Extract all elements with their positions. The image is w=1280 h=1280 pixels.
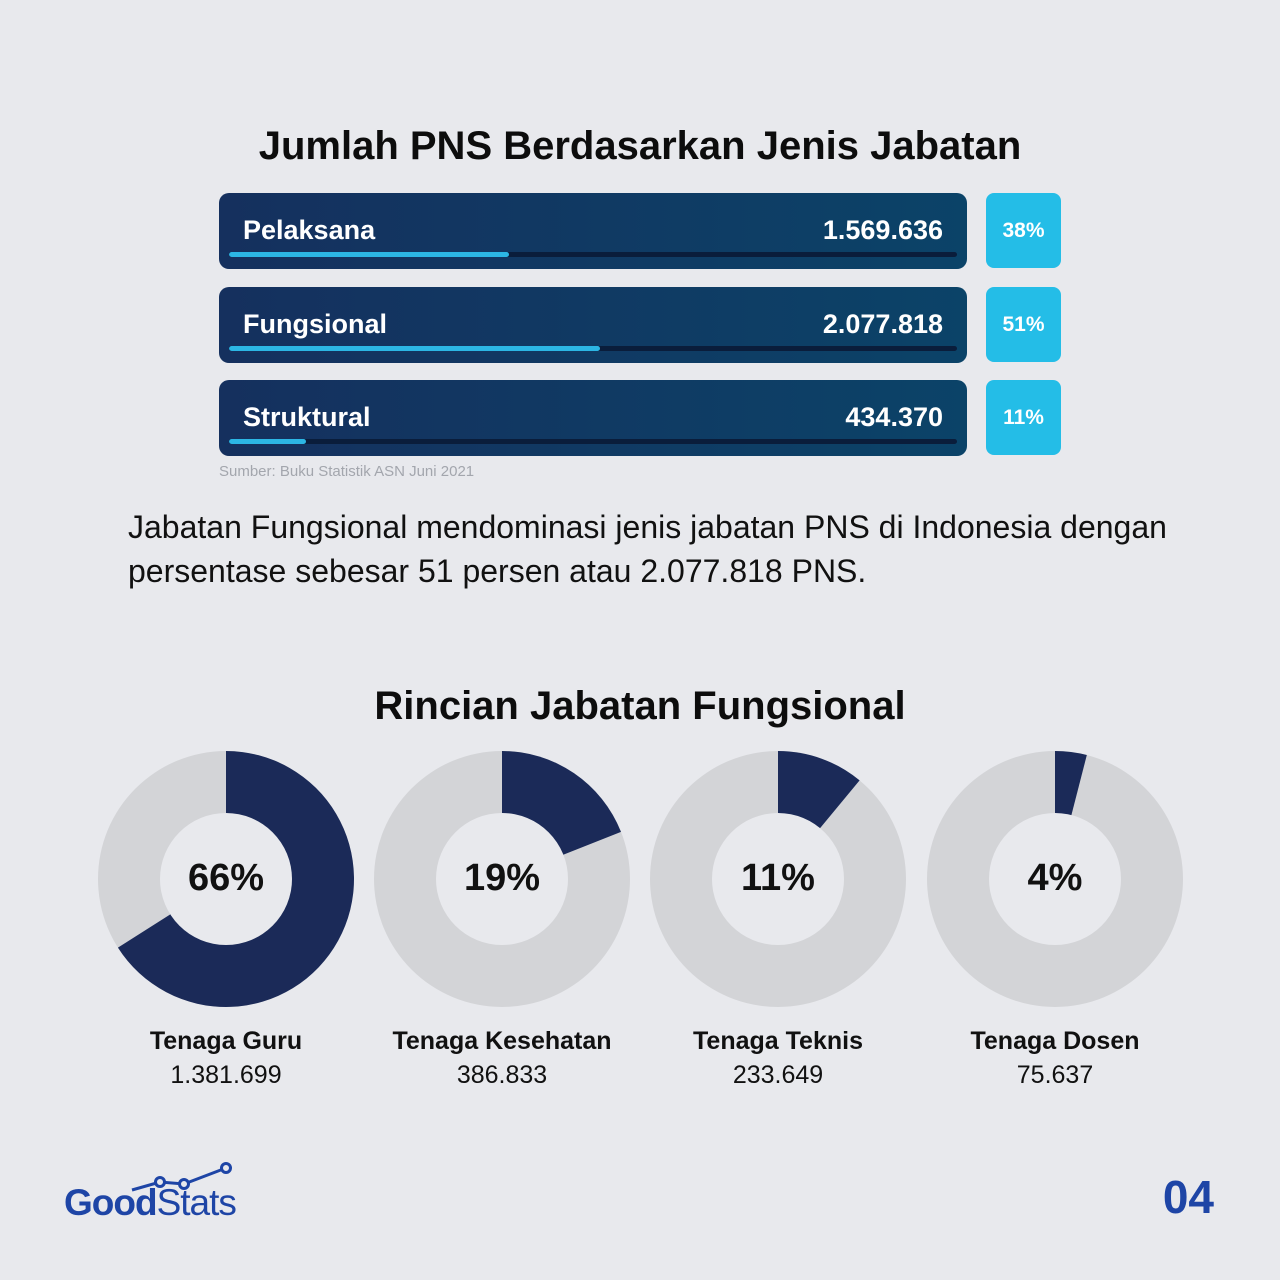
donut-count: 75.637	[1016, 1061, 1094, 1089]
bar-label: Pelaksana	[243, 215, 376, 245]
source-note: Sumber: Buku Statistik ASN Juni 2021	[219, 463, 475, 480]
percent-badge: 11%	[986, 380, 1061, 455]
donut-count: 1.381.699	[170, 1061, 282, 1089]
bar-chart-title: Jumlah PNS Berdasarkan Jenis Jabatan	[258, 124, 1022, 168]
logo-stats: Stats	[156, 1182, 236, 1223]
donut-category-name: Tenaga Guru	[149, 1027, 303, 1055]
bar-value: 1.569.636	[822, 215, 943, 245]
percent-badge: 51%	[986, 287, 1061, 362]
donut-percent-label: 19%	[463, 857, 541, 899]
bar-value: 2.077.818	[822, 309, 943, 339]
donut-tenaga-guru	[96, 749, 356, 1089]
goodstats-logo	[64, 1162, 264, 1222]
donut-tenaga-dosen	[925, 749, 1185, 1089]
donut-section-title: Rincian Jabatan Fungsional	[374, 684, 906, 728]
percent-badge: 38%	[986, 193, 1061, 268]
donut-percent-label: 66%	[187, 857, 265, 899]
donut-tenaga-teknis	[648, 749, 908, 1089]
logo-good: Good	[64, 1182, 157, 1223]
donut-tenaga-kesehatan	[372, 749, 632, 1089]
donut-percent-label: 4%	[1027, 857, 1083, 899]
bar-value: 434.370	[845, 402, 943, 432]
logo-wordmark	[64, 1182, 236, 1224]
donut-category-name: Tenaga Dosen	[970, 1027, 1140, 1055]
bar-label: Fungsional	[243, 309, 387, 339]
donut-percent-label: 11%	[741, 857, 815, 899]
donut-count: 233.649	[732, 1061, 824, 1089]
summary-text: Jabatan Fungsional mendominasi jenis jabatan PNS di Indonesia dengan persentase sebesar 51 persen atau 2.077.818 PNS.	[128, 509, 1167, 589]
donut-category-name: Tenaga Kesehatan	[392, 1027, 612, 1055]
donut-category-name: Tenaga Teknis	[693, 1027, 863, 1055]
bar-label: Struktural	[243, 402, 371, 432]
page-number: 04	[1162, 1171, 1214, 1223]
donut-count: 386.833	[456, 1061, 548, 1089]
